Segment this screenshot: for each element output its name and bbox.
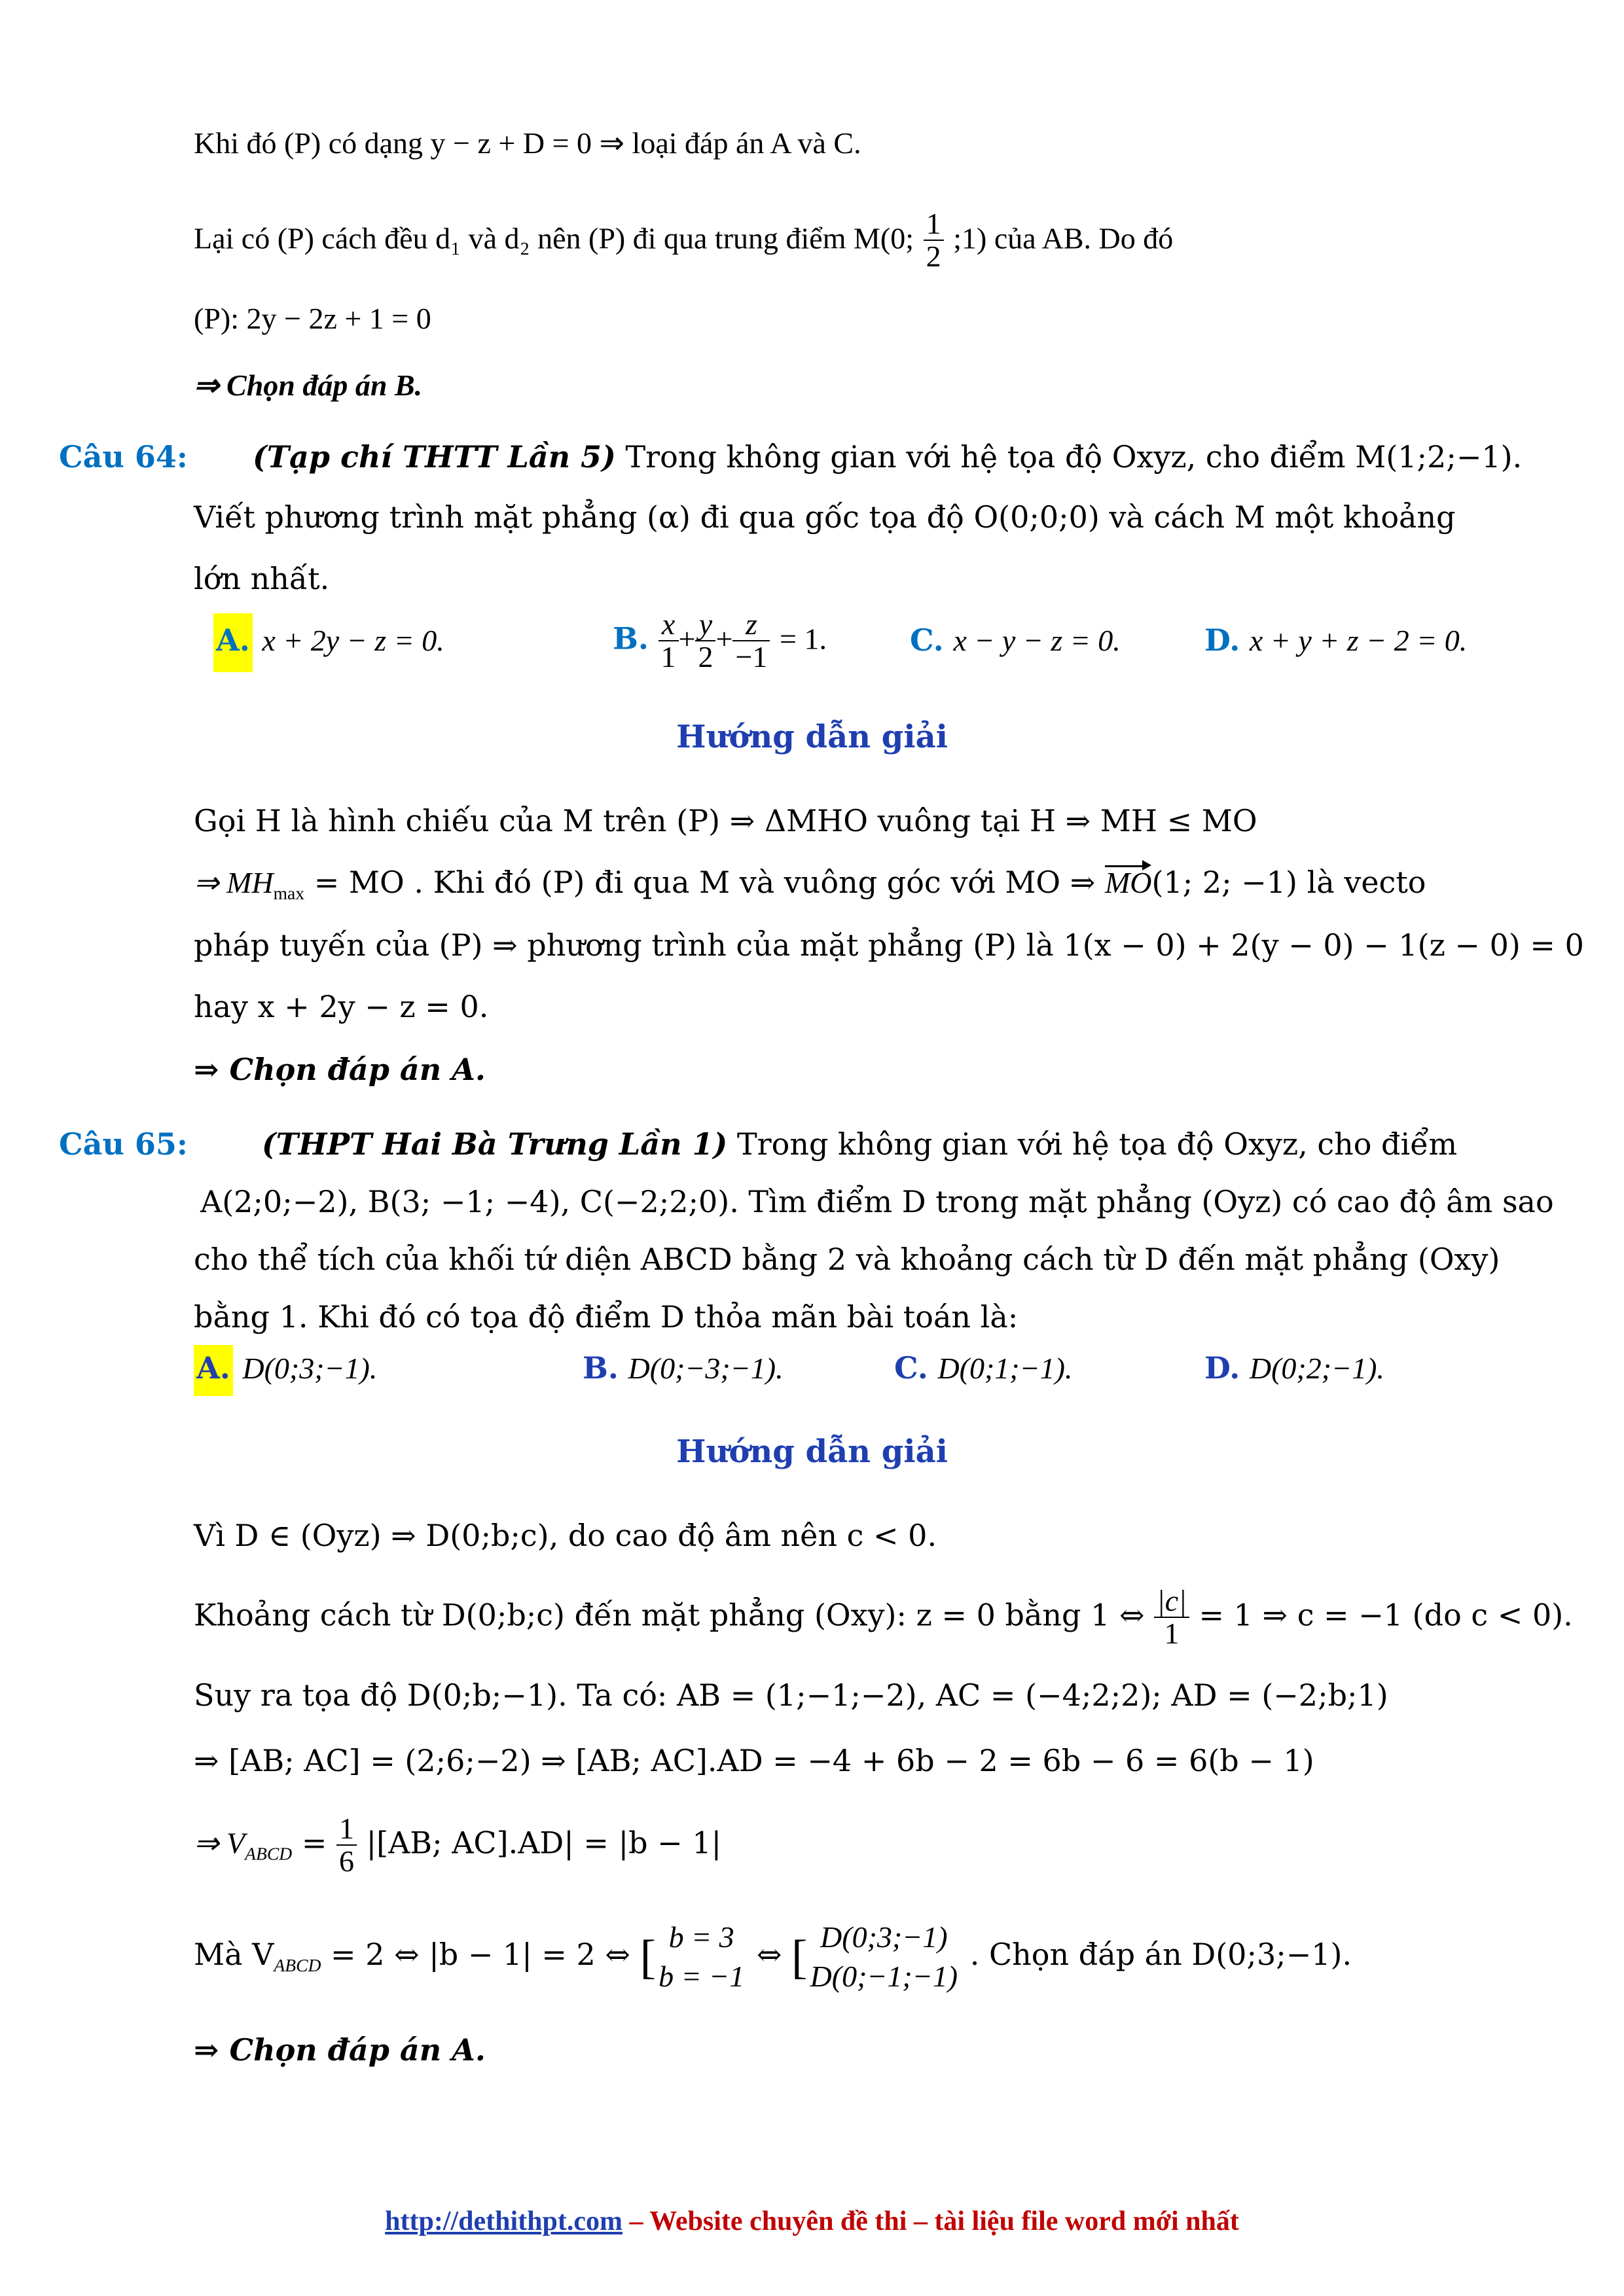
- question-64-line-3: lớn nhất.: [194, 561, 330, 596]
- solution-65-line-1: Vì D ∈ (Oyz) ⇒ D(0;b;c), do cao độ âm nên c < 0.: [194, 1518, 937, 1553]
- solution-65-line-6: Mà $V_{ABCD} = 2$ ⇔ |b − 1| = 2 ⇔ [ b = 3 b = −1 ⇔ [ D(0;3;−1) D(0;−1;−1) . Chọn đáp án D(0;3;−1).: [194, 1918, 1352, 1996]
- solution-64-answer: ⇒ Chọn đáp án A.: [194, 1052, 486, 1087]
- question-64-line-1: (Tạp chí THTT Lần 5) Trong không gian với hệ tọa độ Oxyz, cho điểm M(1;2;−1).: [253, 439, 1523, 475]
- solution-64-line-1: Gọi H là hình chiếu của M trên (P) ⇒ ΔMHO vuông tại H ⇒ MH ≤ MO: [194, 803, 1257, 838]
- solution-65-line-3: Suy ra tọa độ D(0;b;−1). Ta có: AB = (1;−1;−2), AC = (−4;2;2); AD = (−2;b;1): [194, 1677, 1388, 1713]
- intro-answer: ⇒ Chọn đáp án B.: [194, 368, 423, 402]
- solution-64-line-2: ⇒ $MH_{max}$ = MO . Khi đó (P) đi qua M và vuông góc với MO ⇒ MO(1; 2; −1) là vecto: [194, 865, 1426, 904]
- q64-option-c: C. x − y − z = 0.: [910, 622, 1121, 658]
- footer-link[interactable]: http://dethithpt.com: [385, 2206, 623, 2236]
- case-b-values: b = 3 b = −1: [659, 1920, 745, 1993]
- q64-option-a: A. x + 2y − z = 0.: [213, 622, 444, 660]
- case-d-points: D(0;3;−1) D(0;−1;−1): [810, 1920, 958, 1993]
- intro-line-3: (P): 2y − 2z + 1 = 0: [194, 302, 431, 335]
- solution-64-line-4: hay x + 2y − z = 0.: [194, 989, 489, 1024]
- solution-65-answer: ⇒ Chọn đáp án A.: [194, 2032, 486, 2068]
- q65-option-c: C. D(0;1;−1).: [894, 1350, 1073, 1386]
- q65-option-a: A. D(0;3;−1).: [194, 1350, 377, 1388]
- footer-text: – Website chuyên đề thi – tài liệu file word mới nhất: [623, 2206, 1239, 2236]
- question-65-line-3: cho thể tích của khối tứ diện ABCD bằng 2 và khoảng cách từ D đến mặt phẳng (Oxy): [194, 1242, 1500, 1277]
- abs-c-fraction: $\frac{|c|}{1}$: [1154, 1585, 1189, 1650]
- q64-option-d: D. x + y + z − 2 = 0.: [1204, 622, 1468, 658]
- question-65-label: Câu 65:: [59, 1126, 188, 1162]
- q65-option-b: B. D(0;−3;−1).: [583, 1350, 784, 1386]
- intro-line-2: Lại có (P) cách đều d₁ và d₂ nên (P) đi qua trung điểm M(0; $\frac{1}{2}$ ;1) của AB. Do đó: [194, 207, 1174, 274]
- question-64-label: Câu 64:: [59, 439, 188, 475]
- solution-65-line-5: ⇒ $V_{ABCD}$ = $\frac{1}{6}$ |[AB; AC].AD| = |b − 1|: [194, 1812, 722, 1878]
- question-65-line-2: A(2;0;−2), B(3; −1; −4), C(−2;2;0). Tìm điểm D trong mặt phẳng (Oyz) có cao độ âm sao: [200, 1184, 1554, 1219]
- intro-line-1: Khi đó (P) có dạng y − z + D = 0 ⇒ loại đáp án A và C.: [194, 126, 861, 160]
- question-64-line-2: Viết phương trình mặt phẳng (α) đi qua gốc tọa độ O(0;0;0) và cách M một khoảng: [194, 499, 1456, 535]
- q64-option-b: B. $\frac{x}{1}$ + $\frac{y}{2}$ + $\frac{z}{-1}$ = 1.: [613, 607, 827, 674]
- solution-65-line-4: ⇒ [AB; AC] = (2;6;−2) ⇒ [AB; AC].AD = −4 + 6b − 2 = 6b − 6 = 6(b − 1): [194, 1743, 1314, 1778]
- q65-option-d: D. D(0;2;−1).: [1204, 1350, 1384, 1386]
- question-65-line-1: (THPT Hai Bà Trưng Lần 1) Trong không gian với hệ tọa độ Oxyz, cho điểm: [262, 1126, 1458, 1162]
- solution-65-line-2: Khoảng cách từ D(0;b;c) đến mặt phẳng (Oxy): z = 0 bằng 1 ⇔ $\frac{|c|}{1}$ = 1 ⇒ c = −1 (do c < 0).: [194, 1584, 1573, 1651]
- half-fraction: $\frac{1}{2}$: [924, 208, 944, 273]
- solution-64-line-3: pháp tuyến của (P) ⇒ phương trình của mặt phẳng (P) là 1(x − 0) + 2(y − 0) − 1(z − 0) = 0: [194, 927, 1584, 963]
- footer: [0, 2204, 1624, 2239]
- one-sixth-fraction: $\frac{1}{6}$: [336, 1813, 357, 1878]
- solution-65-heading: Hướng dẫn giải: [676, 1433, 948, 1470]
- solution-64-heading: Hướng dẫn giải: [676, 719, 948, 755]
- vector-mo: MO: [1105, 864, 1152, 902]
- question-65-line-4: bằng 1. Khi đó có tọa độ điểm D thỏa mãn bài toán là:: [194, 1299, 1019, 1335]
